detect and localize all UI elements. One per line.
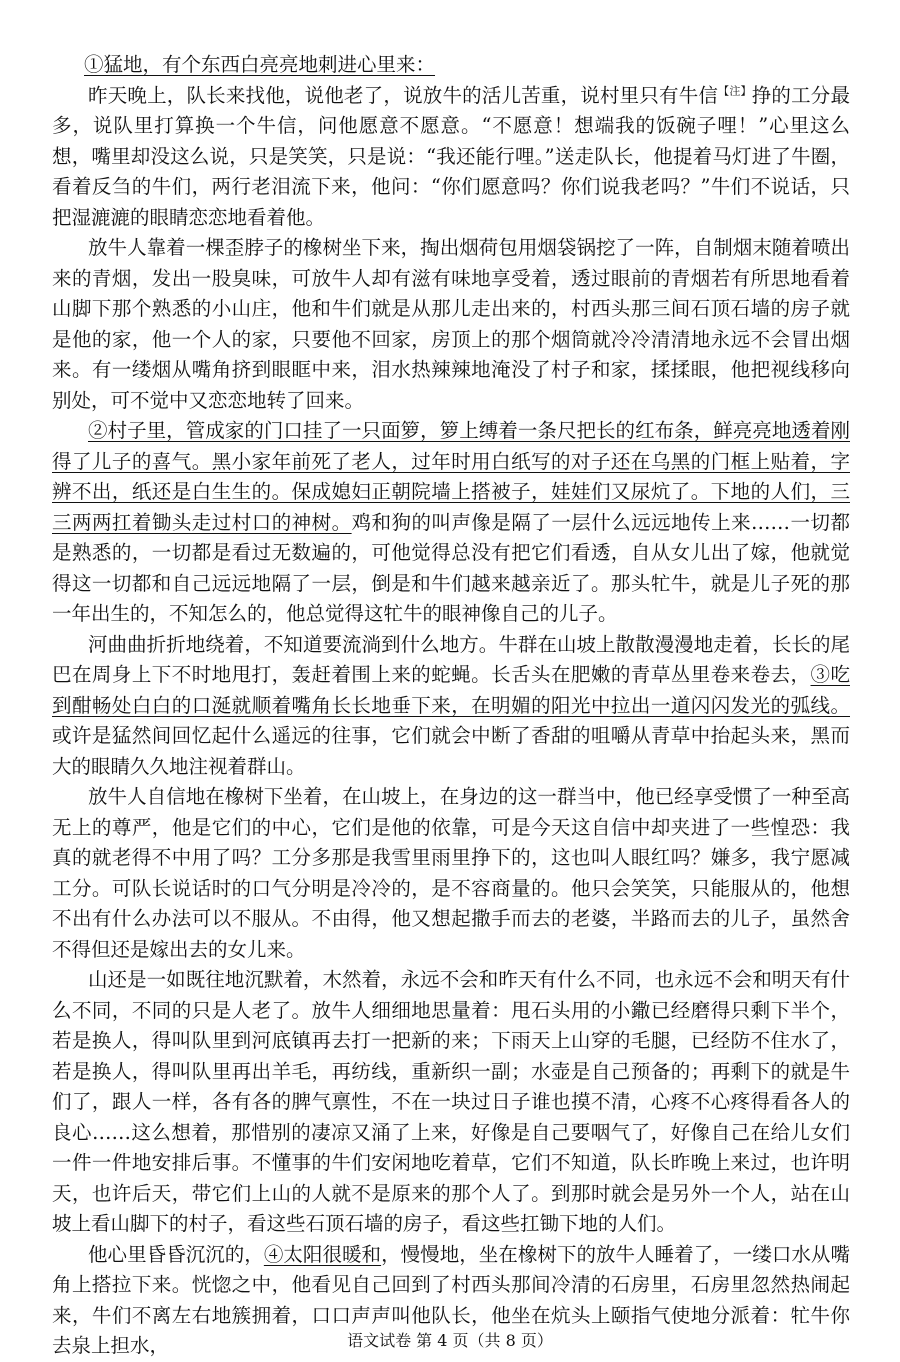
footnote-marker: 【注】	[718, 84, 752, 97]
text-segment: 河曲曲折折地绕着，不知道要流淌到什么地方。牛群在山坡上散散漫漫地走着，长长的尾巴在周身上下不时地甩打，轰赶着围上来的蛇蝇。长舌头在肥嫩的青草丛里卷来卷去，	[52, 632, 850, 686]
paragraph	[52, 416, 850, 630]
paragraph	[52, 50, 850, 81]
text-segment: 放牛人靠着一棵歪脖子的橡树坐下来，掏出烟荷包用烟袋锅挖了一阵，自制烟末随着喷出来的青烟，发出一股臭味，可放牛人却有滋有味地享受着，透过眼前的青烟若有所思地看着山脚下那个熟悉的小山庄，他和牛们就是从那儿走出来的，村西头那三间石顶石墙的房子就是他的家，他一个人的家，只要他不回家，房顶上的那个烟筒就冷冷清清地永远不会冒出烟来。有一缕烟从嘴角挤到眼眶中来，泪水热辣辣地淹没了村子和家，揉揉眼，他把视线移向别处，可不觉中又恋恋地转了回来。	[52, 236, 850, 412]
text-segment: 或许是猛然间回忆起什么遥远的往事，它们就会中断了香甜的咀嚼从青草中抬起头来，黑而大的眼睛久久地注视着群山。	[52, 724, 850, 778]
text-segment: 他心里昏昏沉沉的，	[88, 1242, 264, 1266]
underlined-text: ③吃到酣畅处白白的口涎就顺着嘴角长长地垂下来，在明媚的阳光中拉出一道闪闪发光的弧线。	[52, 663, 850, 717]
text-segment: 鸡和狗的叫声像是隔了一层什么远远地传上来……一切都是熟悉的，一切都是看过无数遍的，可他觉得总没有把它们看透，自从女儿出了嫁，他就觉得这一切都和自己远远地隔了一层，倒是和牛们越来越亲近了。那头牤牛，就是儿子死的那一年出生的，不知怎么的，他总觉得这牤牛的眼神像自己的儿子。	[52, 510, 850, 625]
paragraph	[52, 630, 850, 783]
underlined-text: ④太阳很暖和	[263, 1242, 382, 1266]
text-segment: 挣的工分最多，说队里打算换一个牛信，问他愿意不愿意。“不愿意！想端我的饭碗子哩！”心里这么想，嘴里却没这么说，只是笑笑，只是说：“我还能行哩。”送走队长，他提着马灯进了牛圈，看着反刍的牛们，两行老泪流下来，他问：“你们愿意吗？你们说我老吗？”牛们不说话，只把湿漉漉的眼睛恋恋地看着他。	[52, 83, 850, 229]
paragraph	[52, 965, 850, 1240]
text-segment: 放牛人自信地在橡树下坐着，在山坡上，在身边的这一群当中，他已经享受惯了一种至高无上的尊严，他是它们的中心，它们是他的依靠，可是今天这自信中却夹进了一些惶恐：我真的就老得不中用了吗？工分多那是我雪里雨里挣下的，这也叫人眼红吗？嫌多，我宁愿减工分。可队长说话时的口气分明是冷冷的，是不容商量的。他只会笑笑，只能服从的，他想不出有什么办法可以不服从。不由得，他又想起撒手而去的老婆，半路而去的儿子，虽然舍不得但还是嫁出去的女儿来。	[52, 785, 850, 961]
page-footer: 语文试卷 第 4 页（共 8 页）	[347, 1331, 553, 1350]
text-segment: 山还是一如既往地沉默着，木然着，永远不会和昨天有什么不同，也永远不会和明天有什么不同，不同的只是人老了。放牛人细细地思量着：甩石头用的小鏾已经磨得只剩下半个，若是换人，得叫队里到河底镇再去打一把新的来；下雨天上山穿的毛腿，已经防不住水了，若是换人，得叫队里再出羊毛，再纺线，重新织一副；水壶是自己预备的；再剩下的就是牛们了，跟人一样，各有各的脾气禀性，不在一块过日子谁也摸不清，心疼不心疼得看各人的良心……这么想着，那惜别的凄凉又涌了上来，好像是自己要咽气了，好像自己在给儿女们一件一件地安排后事。不懂事的牛们安闲地吃着草，它们不知道，队长昨晚上来过，也许明天，也许后天，带它们上山的人就不是原来的那个人了。到那时就会是另外一个人，站在山坡上看山脚下的村子，看这些石顶石墙的房子，看这些扛锄下地的人们。	[52, 968, 850, 1235]
underlined-text: ①猛地，有个东西白亮亮地刺进心里来：	[84, 53, 436, 76]
article-body	[52, 50, 850, 1362]
text-segment: 昨天晚上，队长来找他，说他老了，说放牛的活儿苦重，说村里只有牛信	[88, 83, 719, 107]
paragraph	[52, 782, 850, 965]
text-segment: ，慢慢地，坐在橡树下的放牛人睡着了，一缕口水从嘴角上搭拉下来。恍惚之中，他看见自己回到了村西头那间冷清的石房里，石房里忽然热闹起来，牛们不离左右地簇拥着，口口声声叫他队长，他坐在炕头上颐指气使地分派着：牤牛你去泉上担水，	[52, 1242, 850, 1357]
paragraph	[52, 81, 850, 234]
paragraph	[52, 233, 850, 416]
underlined-text: ②村子里，管成家的门口挂了一只面箩，箩上缚着一条尺把长的红布条，鲜亮亮地透着刚得了儿子的喜气。黑小家年前死了老人，过年时用白纸写的对子还在乌黑的门框上贴着，字辨不出，纸还是白生生的。保成媳妇正朝院墙上搭被子，娃娃们又尿炕了。下地的人们，三三两两扛着锄头走过村口的神树。	[52, 419, 850, 534]
